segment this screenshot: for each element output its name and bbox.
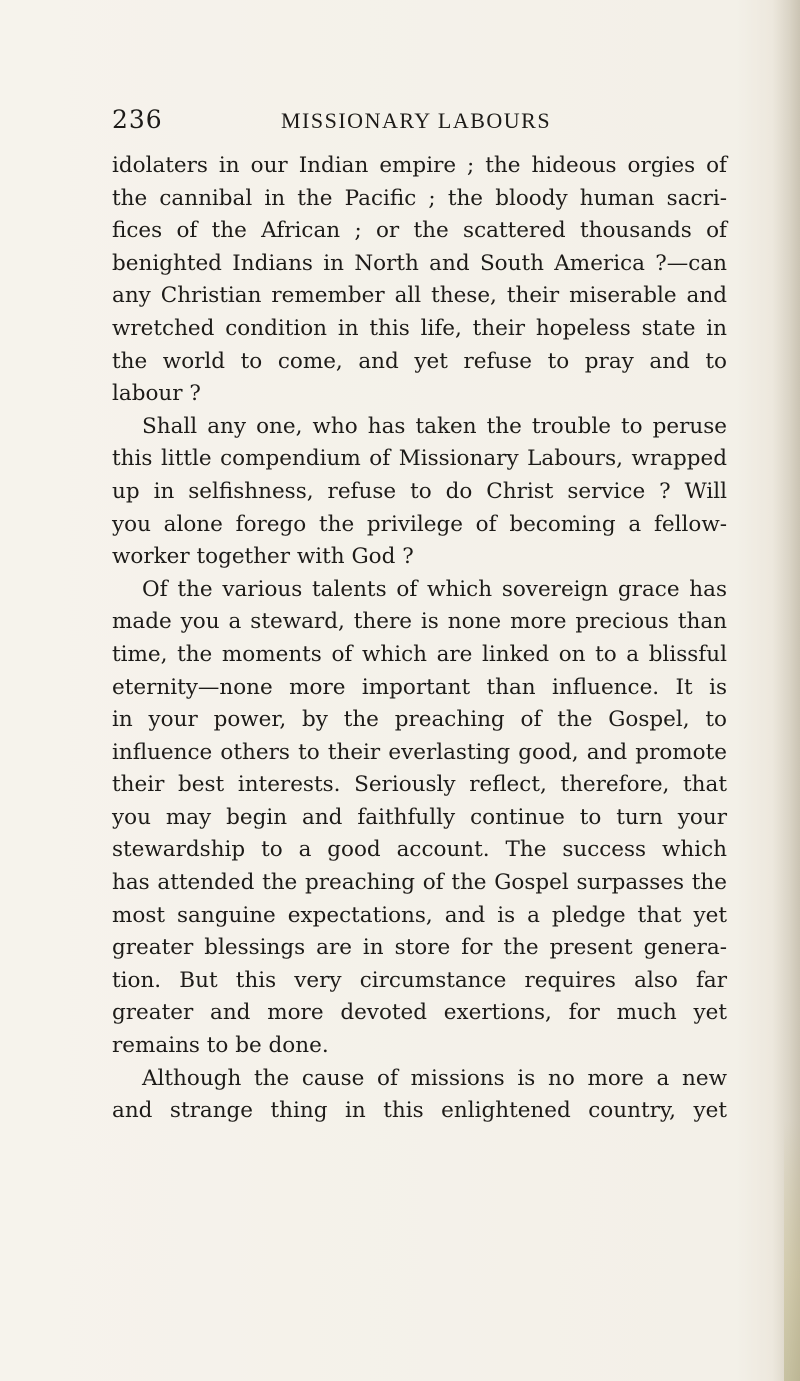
text-line: you may begin and faithfully continue to turn your xyxy=(112,804,727,830)
text-line: has attended the preaching of the Gospel surpasses the xyxy=(112,870,727,896)
text-line: Shall any one, who has taken the trouble to peruse xyxy=(142,413,727,439)
text-line: Of the various talents of which sovereign grace has xyxy=(142,576,727,602)
running-head xyxy=(112,105,720,141)
page-edge-stain xyxy=(784,1120,800,1381)
text-line: tion. But this very circumstance requires also far xyxy=(112,967,727,993)
body-text xyxy=(112,150,727,1128)
text-line: worker together with God ? xyxy=(112,544,414,570)
text-line: stewardship to a good account. The success which xyxy=(112,837,727,863)
text-line: any Christian remember all these, their miserable and xyxy=(112,283,727,309)
running-title: MISSIONARY LABOURS xyxy=(281,108,552,133)
text-line: greater blessings are in store for the present genera- xyxy=(112,935,727,961)
text-line: in your power, by the preaching of the Gospel, to xyxy=(112,707,727,733)
page-number: 236 xyxy=(112,105,163,134)
text-line: benighted Indians in North and South America ?—can xyxy=(112,250,727,276)
text-line: fices of the African ; or the scattered thousands of xyxy=(112,218,727,244)
text-line: labour ? xyxy=(112,381,201,407)
text-line: time, the moments of which are linked on to a blissful xyxy=(112,641,727,667)
text-line: up in selfishness, refuse to do Christ service ? Will xyxy=(112,478,727,504)
text-line: the cannibal in the Pacific ; the bloody human sacri- xyxy=(112,185,727,211)
text-line: idolaters in our Indian empire ; the hideous orgies of xyxy=(112,153,727,178)
text-line: wretched condition in this life, their hopeless state in xyxy=(112,315,727,341)
text-line: and strange thing in this enlightened country, yet xyxy=(112,1098,727,1124)
text-line: their best interests. Seriously reflect, therefore, that xyxy=(112,772,727,798)
text-line: the world to come, and yet refuse to pray and to xyxy=(112,348,727,374)
text-line: greater and more devoted exertions, for much yet xyxy=(112,1000,727,1026)
text-line: eternity—none more important than influence. It is xyxy=(112,674,727,700)
text-line: this little compendium of Missionary Labours, wrapped xyxy=(112,446,727,472)
text-line: remains to be done. xyxy=(112,1033,329,1059)
text-line: Although the cause of missions is no more a new xyxy=(142,1065,727,1091)
text-line: most sanguine expectations, and is a pledge that yet xyxy=(112,902,727,928)
text-line: influence others to their everlasting good, and promote xyxy=(112,739,727,765)
text-line: you alone forego the privilege of becoming a fellow- xyxy=(112,511,727,537)
text-line: made you a steward, there is none more precious than xyxy=(112,609,727,635)
